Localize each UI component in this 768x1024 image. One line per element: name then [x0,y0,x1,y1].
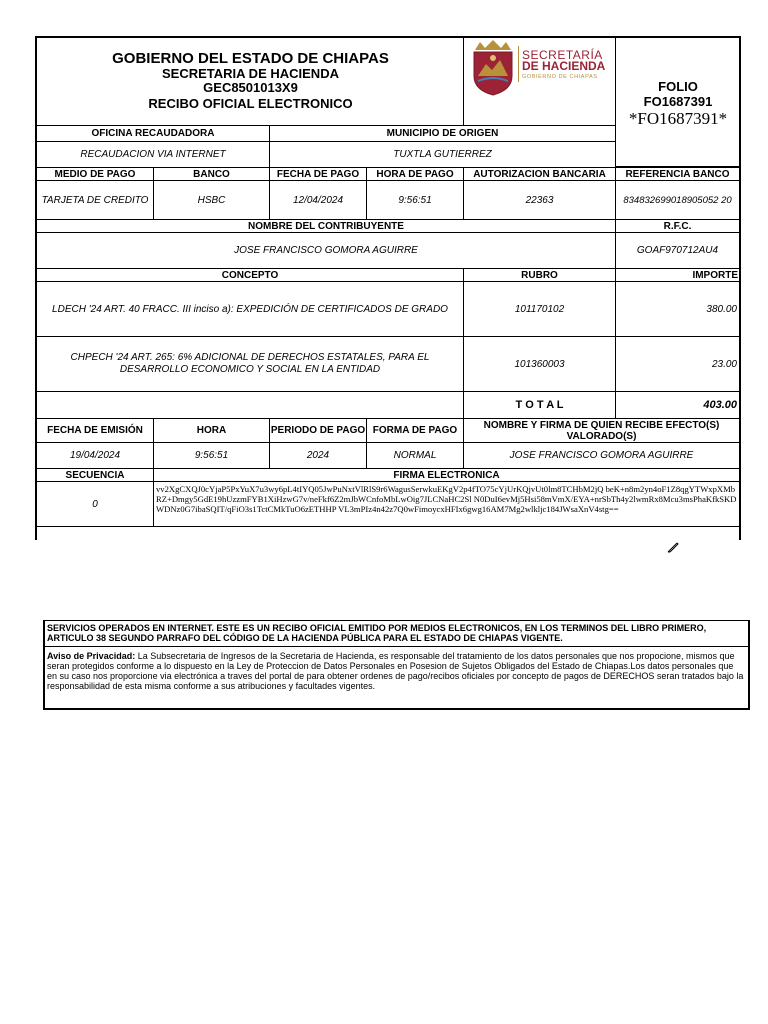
firma-label: FIRMA ELECTRONICA [153,468,741,482]
firma-receptor-header: NOMBRE Y FIRMA DE QUIEN RECIBE EFECTO(S) VALORADO(S) [463,418,741,443]
total-label: T O T A L [463,391,616,419]
secuencia-label: SECUENCIA [35,468,154,482]
referencia-header: REFERENCIA BANCO [615,167,741,181]
banco-value: HSBC [153,180,270,220]
government-title: GOBIERNO DEL ESTADO DE CHIAPAS [112,49,389,67]
privacy-label: Aviso de Privacidad: [47,651,136,661]
oficina-label: OFICINA RECAUDADORA [35,125,270,142]
document-title: RECIBO OFICIAL ELECTRONICO [148,96,353,111]
receptor-name-value: JOSE FRANCISCO GOMORA AGUIRRE [463,442,741,469]
concepto-row-1: LDECH '24 ART. 40 FRACC. III inciso a): EXPEDICIÓN DE CERTIFICADOS DE GRADO [35,281,464,337]
rubro-row-2: 101360003 [463,336,616,392]
fecha-emision-header: FECHA DE EMISIÓN [35,418,154,443]
periodo-value: 2024 [269,442,367,469]
periodo-header: PERIODO DE PAGO [269,418,367,443]
municipio-value: TUXTLA GUTIERREZ [269,141,616,168]
medio-pago-header: MEDIO DE PAGO [35,167,154,181]
rfc-label: R.F.C. [615,219,741,233]
firma-electronica-value: vv2XgCXQJ0cYjaP5PxYuX7u3wy6pL4tIYQ05JwPuNxtVlRlS9r6WagusSerwkuEKgV2p4fTO75cYjUrKQjvUt0lm8TCHbM2jQ beK+n8m2yn4oF1Z8qgYTWxpXMbRZ+Dmgy5GdE19hUzzmFYB1XiHzwG7v/neFkf6Z2mJbWCnfoMbLwOig7JLCNaHC2Sl N0DuI6evMj5Hsi58mVmX/EYA+nrSbTh4y2lwmRx8Mcu3msPhaKfkSKDWDNz0G7ibaSQIT/qFiO3s1TctCMkTuO6zETHHP VL3mPIz4n42z7Q0wFimoycxHFIx6gwg16AM7Mg2wlkljc184JWsaXnV4stg== [153,481,741,527]
referencia-value: 834832699018905052 20 [615,180,741,220]
logo-text-hacienda: DE HACIENDA [522,59,606,73]
medio-pago-value: TARJETA DE CREDITO [35,180,154,220]
hora-value: 9:56:51 [153,442,270,469]
logo-divider [518,46,519,82]
forma-pago-value: NORMAL [366,442,464,469]
left-edge-line [35,526,37,540]
hora-pago-value: 9:56:51 [366,180,464,220]
oficina-value: RECAUDACION VIA INTERNET [35,141,270,168]
hora-pago-header: HORA DE PAGO [366,167,464,181]
folio-number: FO1687391 [643,94,713,109]
rfc-value: GOAF970712AU4 [615,232,741,269]
chiapas-seal-icon [470,38,516,96]
hora-header: HORA [153,418,270,443]
secuencia-value: 0 [35,481,154,527]
banco-header: BANCO [153,167,270,181]
government-rfc: GEC8501013X9 [203,80,298,95]
importe-row-1: 380.00 [615,281,741,337]
fecha-emision-value: 19/04/2024 [35,442,154,469]
logo-text-secretaria: SECRETARÍA [522,48,603,62]
privacy-text: La Subsecretaria de Ingresos de la Secretaria de Hacienda, es responsable del tratamiento de los datos personales que nos propocione, mismos que seran protegidos conforme a lo dispuesto en la Ley de Proteccion de Datos Personales en Posesion de Sujetos Obligados del Estado de Chiapas.Los datos personales que en su caso nos proporcione via electrónica a traves del portal de para obtener ordenes de pago/recibos oficiales por concepto de pagos de DERECHOS seran tratados bajo la responsabilidad de esta misma conforme a sus atribuciones y facultades vigentes. [47,651,744,691]
disclaimer-text: SERVICIOS OPERADOS EN INTERNET. ESTE ES UN RECIBO OFICIAL EMITIDO POR MEDIOS ELECTRONICOS, EN LOS TERMINOS DEL LIBRO PRIMERO, ARTICULO 38 SEGUNDO PARRAFO DEL CÓDIGO DE LA HACIENDA PÚBLICA PARA EL ESTADO DE CHIAPAS VIGENTE. [47,623,707,643]
secretariat-title: SECRETARIA DE HACIENDA [162,66,339,81]
fecha-pago-value: 12/04/2024 [269,180,367,220]
concepto-row-2: CHPECH '24 ART. 265: 6% ADICIONAL DE DERECHOS ESTATALES, PARA EL DESARROLLO ECONOMICO Y SOCIAL EN LA ENTIDAD [35,336,464,392]
legal-divider [44,646,749,647]
contribuyente-value: JOSE FRANCISCO GOMORA AGUIRRE [35,232,616,269]
autorizacion-header: AUTORIZACION BANCARIA [463,167,616,181]
importe-header: IMPORTE [615,268,741,282]
folio-barcode-text: *FO1687391* [628,109,728,128]
right-edge-line [739,526,741,540]
municipio-label: MUNICIPIO DE ORIGEN [269,125,616,142]
rubro-header: RUBRO [463,268,616,282]
pen-mark-icon [666,540,680,554]
privacy-notice [45,650,747,692]
forma-pago-header: FORMA DE PAGO [366,418,464,443]
concepto-header: CONCEPTO [35,268,464,282]
logo-text-gobierno: GOBIERNO DE CHIAPAS [522,74,598,80]
folio-label: FOLIO [658,79,698,94]
fecha-pago-header: FECHA DE PAGO [269,167,367,181]
autorizacion-value: 22363 [463,180,616,220]
importe-row-2: 23.00 [615,336,741,392]
total-value: 403.00 [615,391,741,419]
rubro-row-1: 101170102 [463,281,616,337]
contribuyente-label: NOMBRE DEL CONTRIBUYENTE [35,219,616,233]
total-spacer [35,391,464,419]
